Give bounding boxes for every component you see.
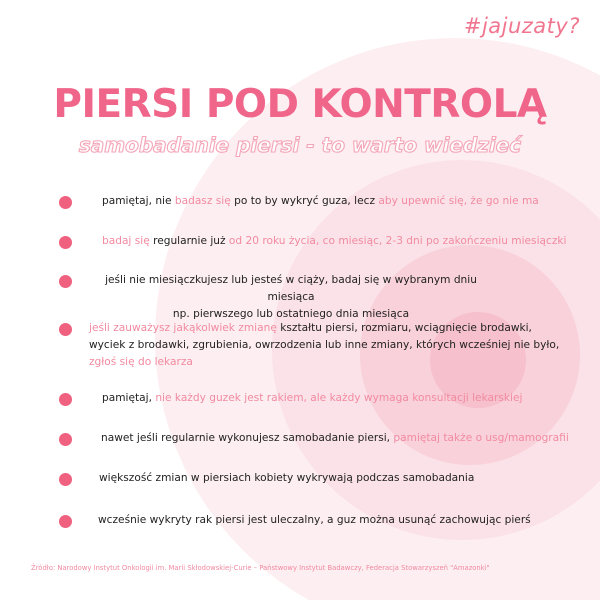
tip-text-segment: jeśli nie miesiączkujesz lub jesteś w ciąży, badaj się w wybranym dniu miesiąca <box>105 274 477 303</box>
tip-text <box>102 193 539 210</box>
highlighted-text: badaj się <box>102 235 150 247</box>
tip-text-segment: większość zmian w piersiach kobiety wykrywają podczas samobadania <box>99 472 475 484</box>
tip-text <box>89 320 559 371</box>
bullet-icon <box>59 515 72 528</box>
tip-text-segment: pamiętaj, <box>102 392 156 404</box>
tip-text-segment: wyciek z brodawki, zgrubienia, owrzodzenia lub inne zmiany, których wcześniej nie było, <box>89 339 560 351</box>
tip-text-segment: regularnie już <box>149 235 229 247</box>
tip-text-segment: po to by wykryć guza, lecz <box>230 195 379 207</box>
bullet-icon <box>59 236 72 249</box>
tip-text-segment: nawet jeśli regularnie wykonujesz samobadanie piersi, <box>101 432 394 444</box>
bullet-icon <box>59 323 72 336</box>
tip-text-segment: wcześnie wykryty rak piersi jest uleczalny, a guz można usunąć zachowując pierś <box>98 514 531 526</box>
page-title: PIERSI POD KONTROLĄ <box>53 82 547 127</box>
highlighted-text: od 20 roku życia, co miesiąc, 2-3 dni po zakończeniu miesiączki <box>228 235 567 247</box>
tip-text <box>101 430 569 447</box>
bullet-icon <box>59 196 72 209</box>
tip-text <box>98 512 531 529</box>
bullet-icon <box>59 433 72 446</box>
tip-text <box>102 233 566 250</box>
highlighted-text: zgłoś się do lekarza <box>89 356 193 368</box>
bullet-icon <box>59 275 72 288</box>
page-subtitle: samobadanie piersi - to warto wiedzieć <box>78 133 522 157</box>
bullet-icon <box>59 393 72 406</box>
tip-text <box>102 390 522 407</box>
highlighted-text: jeśli zauważysz jakąkolwiek zmianę <box>89 322 277 334</box>
highlighted-text: badasz się <box>174 195 231 207</box>
highlighted-text: aby upewnić się, że go nie ma <box>378 195 539 207</box>
hashtag: #jajuzaty? <box>463 14 580 38</box>
highlighted-text: pamiętaj także o usg/mamografii <box>393 432 569 444</box>
tip-text <box>99 470 474 487</box>
highlighted-text: nie każdy guzek jest rakiem, ale każdy wymaga konsultacji lekarskiej <box>155 392 523 404</box>
tip-text <box>91 272 491 323</box>
tip-text-segment: kształtu piersi, rozmiaru, wciągnięcie brodawki, <box>276 322 532 334</box>
bullet-icon <box>59 473 72 486</box>
source-note: Źródło: Narodowy Instytut Onkologii im. Marii Skłodowskiej-Curie – Państwowy Instytut Badawczy, Federacja Stowarzyszeń "Amazonki" <box>31 564 490 572</box>
tip-text-segment: pamiętaj, nie <box>102 195 175 207</box>
tip-text-segment: np. pierwszego lub ostatniego dnia miesiąca <box>172 308 410 320</box>
